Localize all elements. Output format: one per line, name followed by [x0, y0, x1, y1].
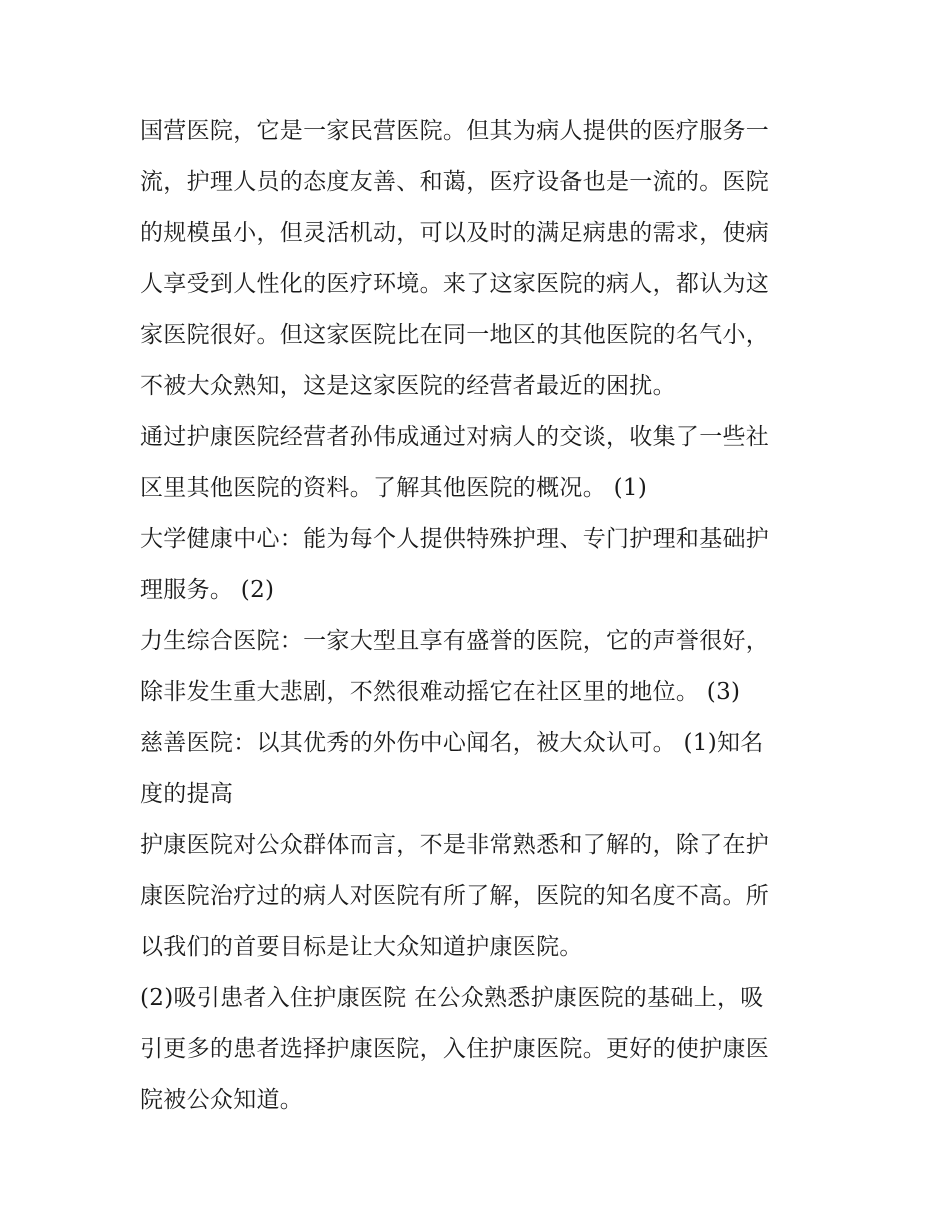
text-line: 流，护理人员的态度友善、和蔼，医疗设备也是一流的。医院 — [140, 169, 770, 195]
text-line: 引更多的患者选择护康医院，入住护康医院。更好的使护康医 — [140, 1036, 770, 1062]
text-line: 家医院很好。但这家医院比在同一地区的其他医院的名气小， — [140, 322, 770, 348]
text-line: 通过护康医院经营者孙伟成通过对病人的交谈，收集了一些社 — [140, 424, 770, 450]
text-line: 大学健康中心：能为每个人提供特殊护理、专门护理和基础护 — [140, 526, 770, 552]
text-line: (2)吸引患者入住护康医院 在公众熟悉护康医院的基础上，吸 — [140, 985, 764, 1011]
text-line: 区里其他医院的资料。了解其他医院的概况。 (1) — [140, 475, 648, 501]
text-line: 护康医院对公众群体而言，不是非常熟悉和了解的，除了在护 — [140, 832, 770, 858]
text-line: 力生综合医院：一家大型且享有盛誉的医院，它的声誉很好， — [140, 628, 770, 654]
text-line: 国营医院，它是一家民营医院。但其为病人提供的医疗服务一 — [140, 118, 770, 144]
text-line: 院被公众知道。 — [140, 1087, 304, 1113]
text-line: 理服务。 (2) — [140, 577, 275, 603]
text-line: 以我们的首要目标是让大众知道护康医院。 — [140, 934, 583, 960]
text-line: 康医院治疗过的病人对医院有所了解，医院的知名度不高。所 — [140, 883, 770, 909]
text-line: 不被大众熟知，这是这家医院的经营者最近的困扰。 — [140, 373, 676, 399]
text-line: 人享受到人性化的医疗环境。来了这家医院的病人，都认为这 — [140, 271, 770, 297]
text-line: 度的提高 — [140, 781, 234, 807]
text-line: 的规模虽小，但灵活机动，可以及时的满足病患的需求，使病 — [140, 220, 770, 246]
text-line: 除非发生重大悲剧，不然很难动摇它在社区里的地位。 (3) — [140, 679, 741, 705]
text-line: 慈善医院：以其优秀的外伤中心闻名，被大众认可。 (1)知名 — [140, 730, 764, 756]
document-body — [140, 106, 820, 1126]
